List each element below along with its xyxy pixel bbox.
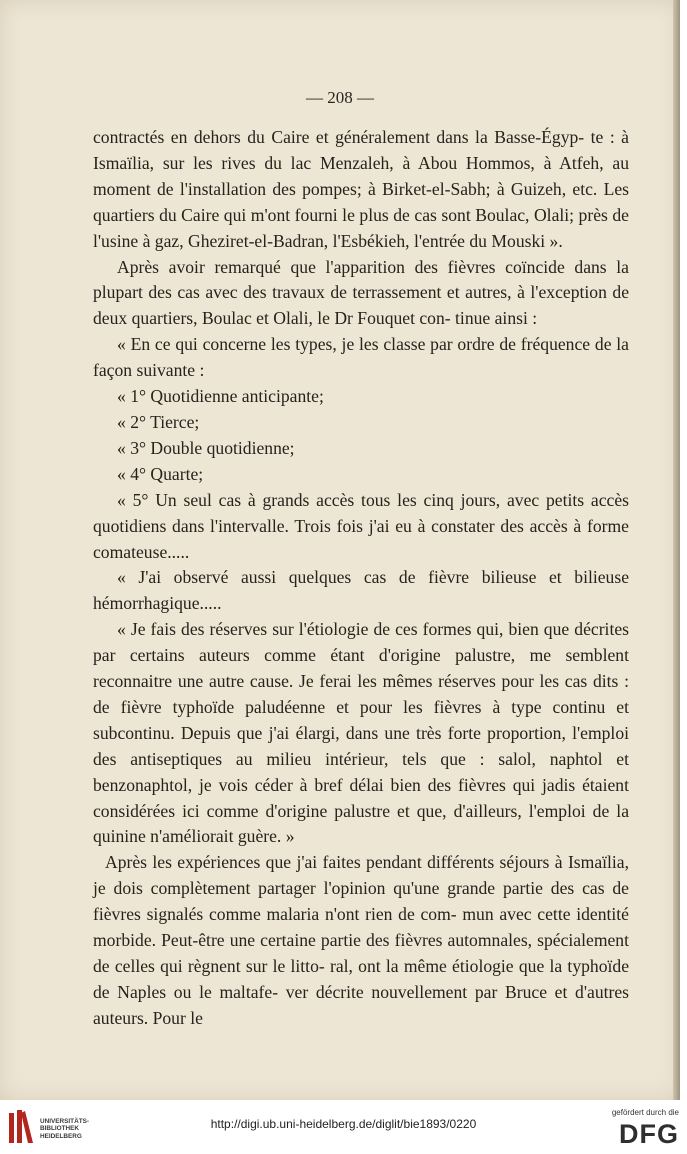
text-line: semblent reconnaitre une autre cause. Je ferai les mêmes réserves <box>93 645 629 692</box>
text-line: hémorrhagique..... <box>93 593 222 614</box>
text-line: des fièvres qui jadis étaient considérées ici comme d'origine palustre <box>93 774 629 821</box>
text-line: partie des cas de fièvres signalés comme malaria n'ont rien de com- <box>93 878 629 925</box>
text-line: te : à Ismaïlia, sur les rives du lac Menzaleh, à Abou Hommos, à <box>93 127 629 173</box>
text-line: à Guizeh, etc. Les quartiers du Caire qui m'ont fourni le plus de <box>93 178 629 225</box>
text-line: « 1° Quotidienne anticipante; <box>117 386 324 407</box>
text-line: « 3° Double quotidienne; <box>117 437 295 458</box>
text-line: fièvres automnales, spécialement de celles qui règnent sur le litto- <box>93 930 629 976</box>
paragraph <box>93 332 629 384</box>
funding-note: gefördert durch die <box>611 1108 679 1117</box>
text-line: « 2° Tierce; <box>117 411 200 432</box>
paragraph <box>93 565 629 617</box>
paragraph <box>93 436 629 462</box>
text-line: accès quotidiens dans l'intervalle. Trois fois j'ai eu à constater des <box>93 489 629 536</box>
text-line: l'exception de deux quartiers, Boulac et Olali, le Dr Fouquet con- <box>93 282 630 329</box>
paragraph <box>93 488 629 566</box>
paragraph <box>93 255 629 333</box>
digital-library-url[interactable]: http://digi.ub.uni-heidelberg.de/diglit/bie1893/0220 <box>210 1117 477 1131</box>
paragraph <box>93 384 629 410</box>
text-line: forte proportion, l'emploi des antiseptiques au milieu intérieur, tels <box>93 722 630 769</box>
text-line: Atfeh, au moment de l'installation des pompes; à Birket-el-Sabh; <box>93 152 629 199</box>
dfg-logo: DFG <box>619 1119 679 1149</box>
text-line: à type continu et subcontinu. Depuis que j'ai élargi, dans une très <box>93 696 630 743</box>
paragraph <box>93 850 629 1031</box>
text-line: et que, d'ailleurs, l'emploi de la quinine n'améliorait guère. » <box>93 800 630 847</box>
text-line: cas sont Boulac, Olali; près de l'usine à gaz, Gheziret-el-Badran, <box>93 204 629 251</box>
text-line: « Je fais des réserves sur l'étiologie de ces formes qui, bien que <box>117 619 570 640</box>
text-line: ral, ont la même étiologie que la typhoïde de Naples ou le maltafe- <box>93 956 629 1002</box>
page-edge <box>673 0 680 1100</box>
text-line: l'Esbékieh, l'entrée du Mouski ». <box>332 230 563 251</box>
text-line: accès à forme comateuse..... <box>93 515 629 562</box>
text-line: « 4° Quarte; <box>117 463 204 484</box>
text-line: la plupart des cas avec des travaux de terrassement et autres, à <box>93 256 629 303</box>
library-name-line: HEIDELBERG <box>40 1132 82 1140</box>
text-line: « En ce qui concerne les types, je les classe par ordre de fréquence <box>117 334 591 355</box>
text-line: que : salol, naphtol et benzonaphtol, je vois céder à bref délai bien <box>93 748 629 795</box>
page-number: — 208 — <box>306 88 374 107</box>
text-line: Après les expériences que j'ai faites pendant différents séjours à <box>105 852 563 873</box>
library-name-line: BIBLIOTHEK <box>40 1125 80 1133</box>
paragraph <box>93 462 629 488</box>
text-line: tinue ainsi : <box>455 308 538 329</box>
text-line: « 5° Un seul cas à grands accès tous les cinq jours, avec petits <box>117 489 585 510</box>
paragraph <box>93 125 629 255</box>
body-text <box>93 125 629 1032</box>
text-line: ver décrite nouvellement par Bruce et d'autres auteurs. Pour le <box>93 981 630 1028</box>
paragraph <box>93 617 629 850</box>
text-line: pour les cas dits : de fièvre typhoïde paludéenne et pour les fièvres <box>93 671 629 717</box>
text-line: Après avoir remarqué que l'apparition des fièvres coïncide dans <box>117 256 607 277</box>
text-line: contractés en dehors du Caire et généralement dans la Basse-Égyp- <box>93 127 585 147</box>
text-line: décrites par certains auteurs comme étant d'origine palustre, me <box>93 619 629 666</box>
text-line: de la façon suivante : <box>93 334 629 381</box>
text-line: Ismaïlia, je dois complètement partager l'opinion qu'une grande <box>93 852 630 899</box>
paragraph <box>93 410 629 436</box>
text-line: « J'ai observé aussi quelques cas de fièvre bilieuse et bilieuse <box>117 567 629 588</box>
library-name-line: UNIVERSITÄTS- <box>40 1118 89 1125</box>
text-line: mun avec cette identité morbide. Peut-être une certaine partie des <box>93 904 629 951</box>
